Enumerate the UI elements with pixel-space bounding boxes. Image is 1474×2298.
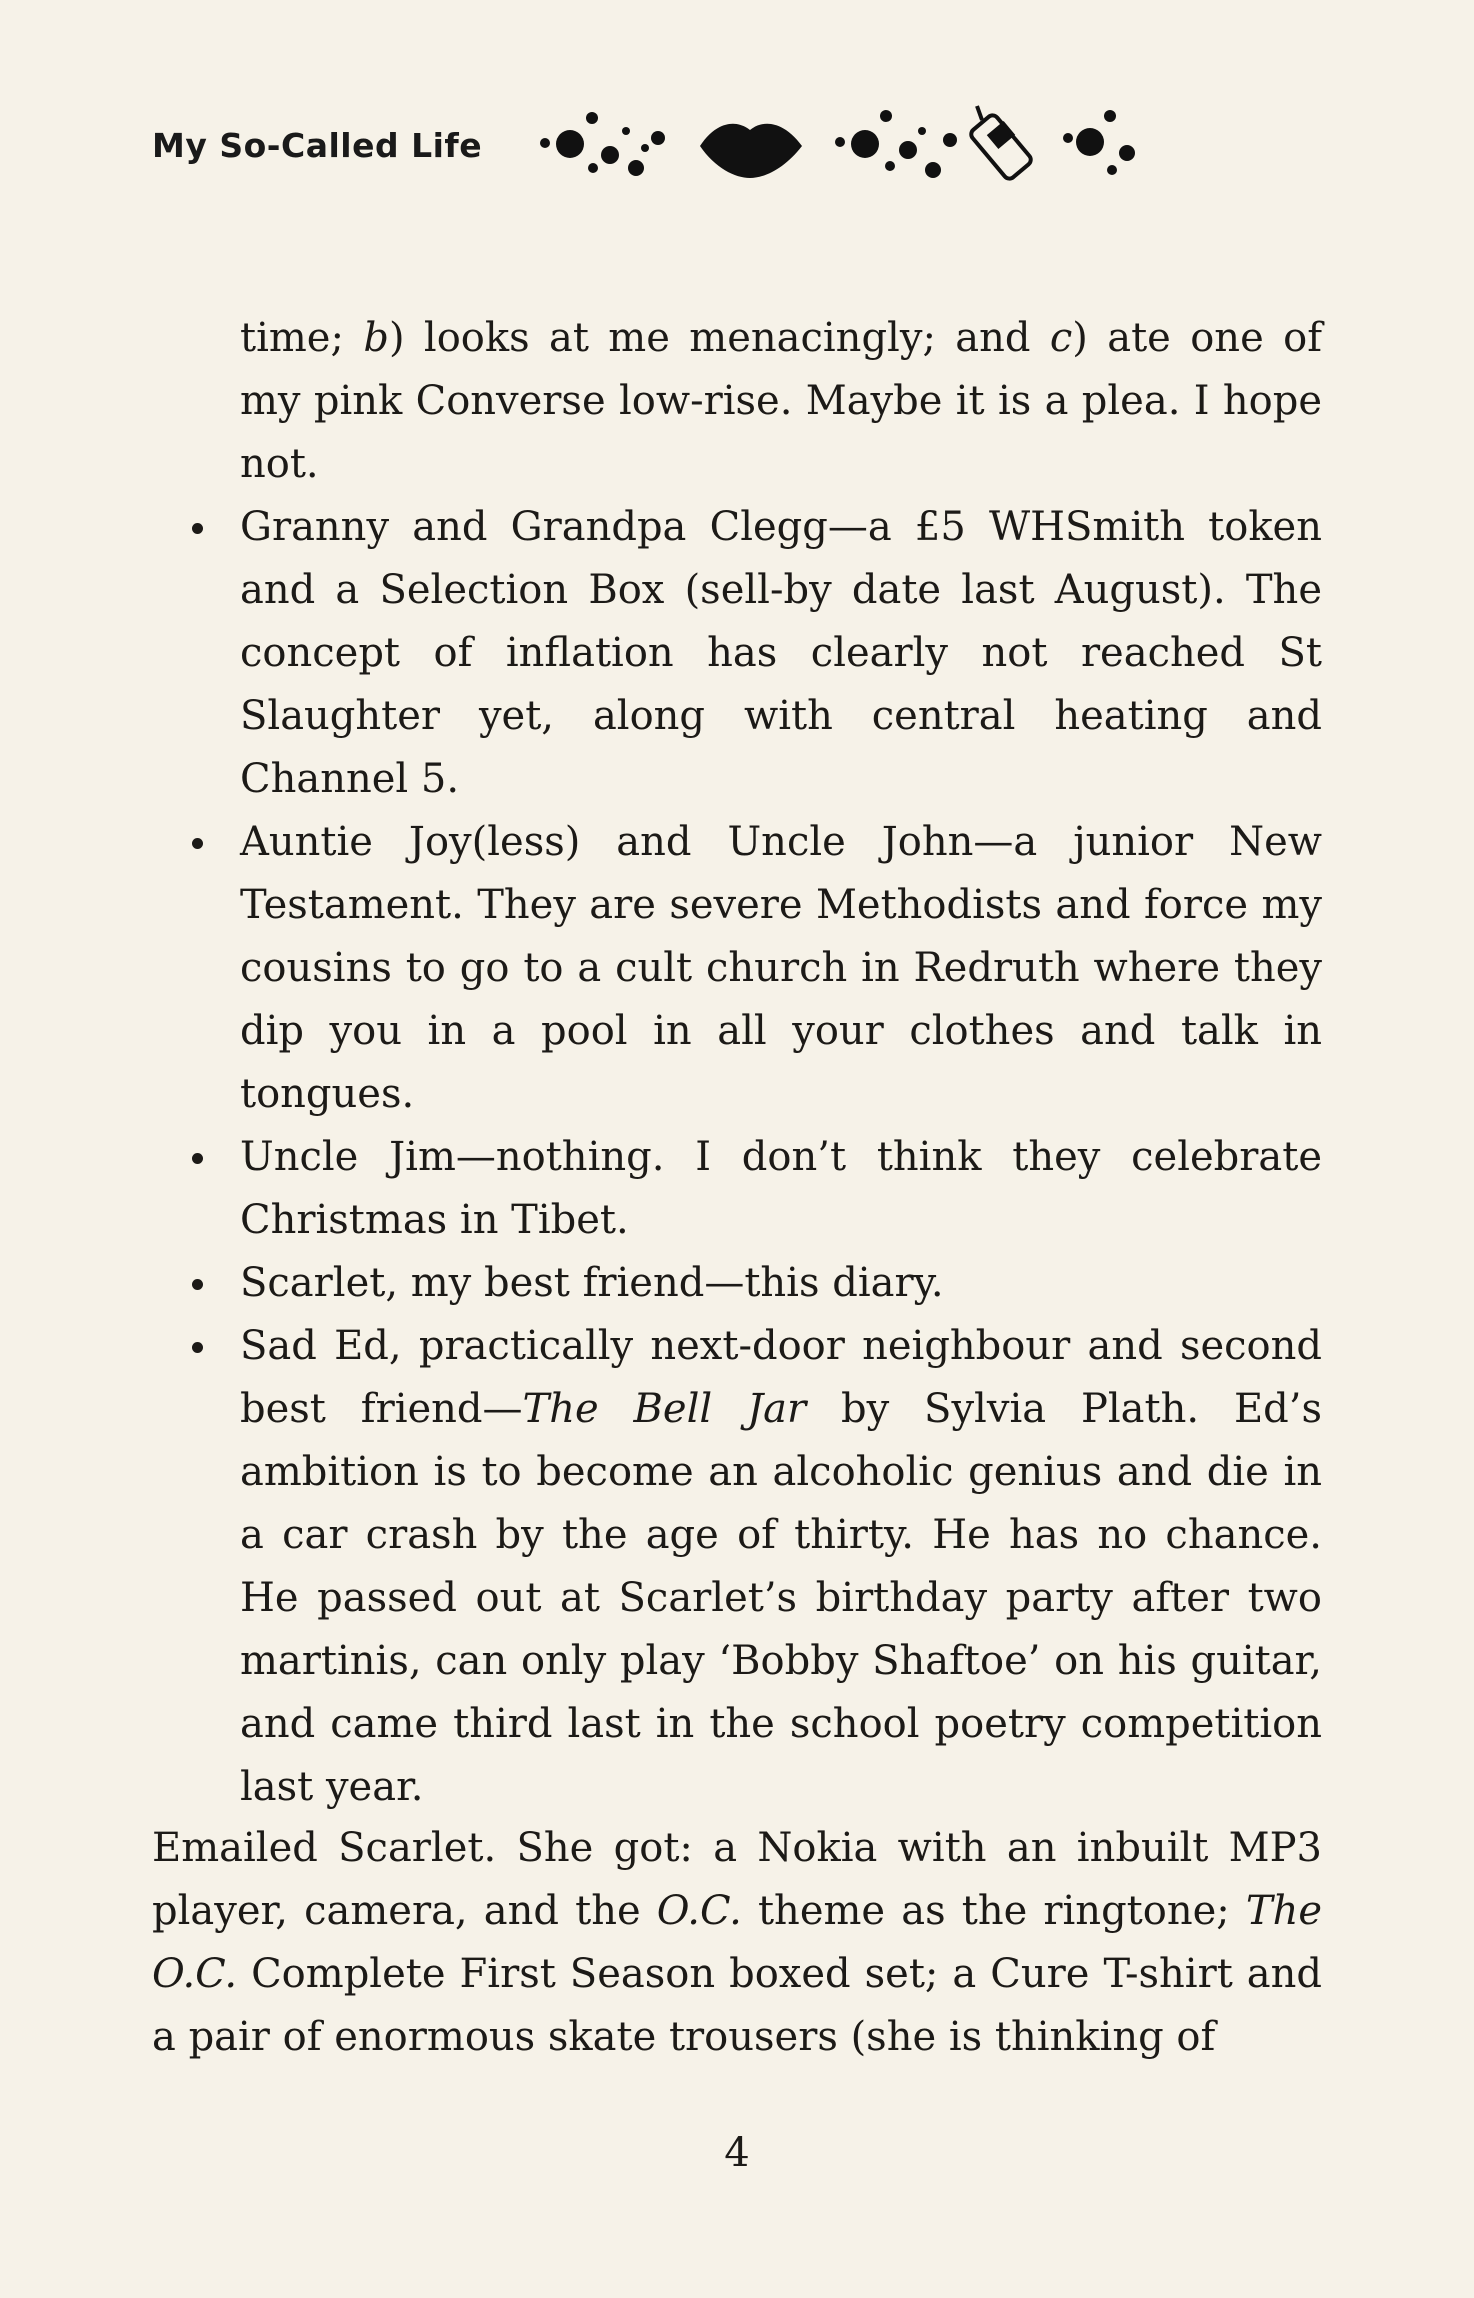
continued-paragraph (240, 307, 1322, 496)
italic-run: b (363, 315, 389, 361)
list-item: Scarlet, my best friend—this diary. (240, 1252, 1322, 1315)
header-ornament (530, 98, 1340, 198)
italic-run: The O.C. (152, 1888, 1323, 1997)
text-run: Emailed Scarlet. She got: a Nokia with an inbuilt MP3 player, camera, and the (152, 1825, 1322, 1934)
list-item: Auntie Joy(less) and Uncle John—a junior New Testament. They are severe Methodists and force my cousins to go to a cult church in Redruth where they dip you in a pool in all your clothes and talk in tongues. (240, 811, 1322, 1126)
text-run: by Sylvia Plath. Ed’s ambition is to become an alcoholic genius and die in a car crash by the age of thirty. He has no chance. He passed out at Scarlet’s birthday party after two martinis, can only play ‘Bobby Shaftoe’ on his guitar, and came third last in the school poetry competition last year. (240, 1386, 1323, 1810)
page-number: 4 (724, 2130, 750, 2176)
dots-cluster-icon (540, 112, 665, 176)
dots-cluster-icon (1063, 110, 1135, 175)
text-run: ) looks at me menacingly; and (388, 315, 1050, 361)
lips-icon (700, 124, 802, 178)
running-header-title: My So-Called Life (152, 126, 483, 165)
book-title: The Bell Jar (522, 1386, 807, 1432)
text-run: Complete First Season boxed set; a Cure T-shirt and a pair of enormous skate trousers (she is thinking of (152, 1951, 1322, 2060)
text-run: Sad Ed, practically next-door neighbour and second best friend— (240, 1323, 1322, 1432)
italic-run: c (1049, 315, 1073, 361)
email-paragraph (152, 1817, 1322, 2069)
list-item: Granny and Grandpa Clegg—a £5 WHSmith token and a Selection Box (sell-by date last August). The concept of inflation has clearly not reached St Slaughter yet, along with central heating and Channel 5. (240, 496, 1322, 811)
text-run: theme as the ringtone; (741, 1888, 1246, 1934)
mobile-phone-icon (969, 106, 1033, 181)
dots-cluster-icon (835, 110, 957, 178)
gift-list (240, 496, 1322, 1819)
text-run: time; (240, 315, 364, 361)
list-item: Uncle Jim—nothing. I don’t think they celebrate Christmas in Tibet. (240, 1126, 1322, 1252)
italic-run: O.C. (656, 1888, 742, 1934)
list-item (240, 1315, 1322, 1819)
text-run: ) ate one of my pink Converse low-rise. Maybe it is a plea. I hope not. (240, 315, 1322, 487)
